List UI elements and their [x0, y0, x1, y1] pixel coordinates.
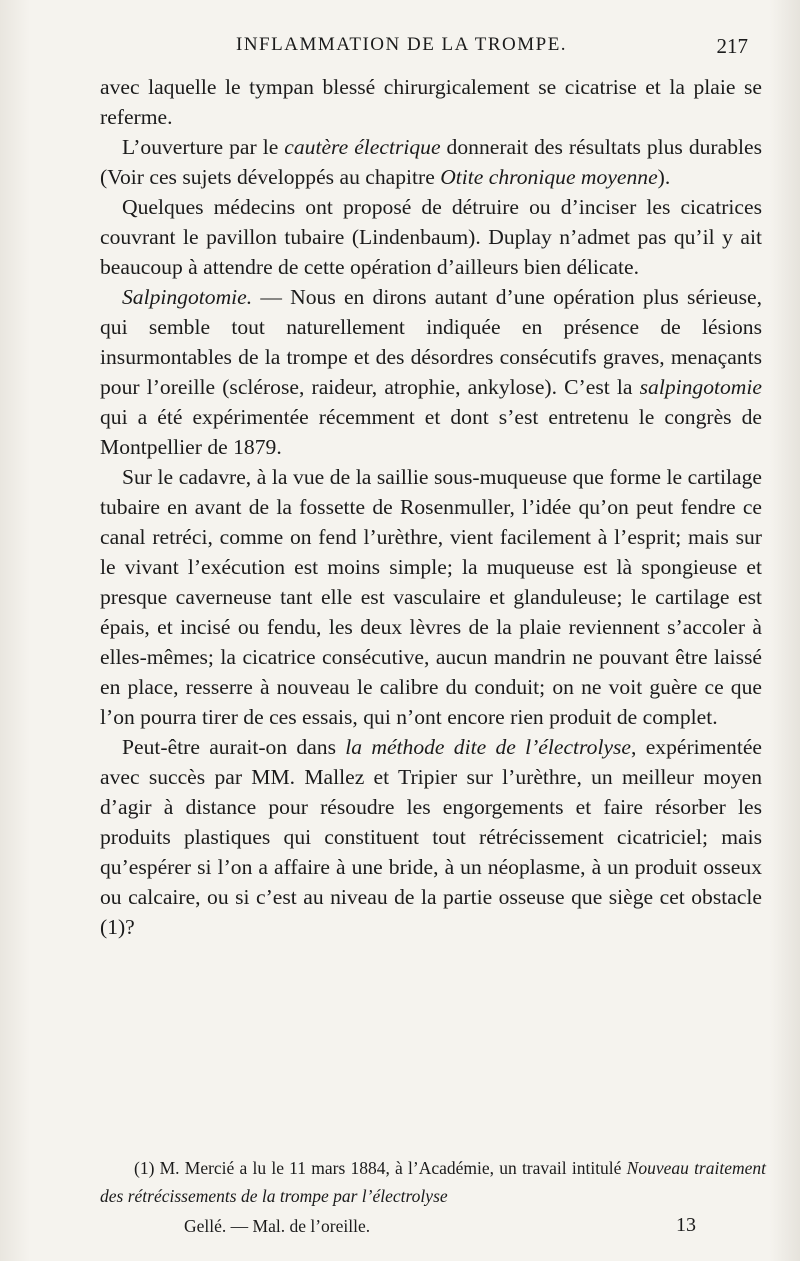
paragraph: avec laquelle le tympan blessé chirurgicalement se cicatrise et la plaie se referme.: [100, 75, 762, 129]
footnote-text: [100, 1154, 766, 1210]
italic-term: cautère électrique: [284, 135, 441, 159]
paragraph: [100, 732, 762, 942]
page-number: 217: [716, 34, 748, 58]
italic-term: salpingotomie: [639, 375, 762, 399]
italic-term: Otite chronique moyenne: [440, 165, 658, 189]
italic-term: Nouveau traitement des rétrécissements de la trompe par l’électrolyse: [100, 1158, 767, 1206]
signature-line: Gellé. — Mal. de l’oreille.: [184, 1216, 371, 1236]
paragraph: Sur le cadavre, à la vue de la saillie sous-muqueuse que forme le cartilage tubaire en avant de la fossette de Rosenmuller, l’idée qu’on peut fendre ce canal retréci, comme on fend l’urèthre, vient facilement à l’esprit; mais sur le vivant l’exécution est moins simple; la muqueuse est là spongieuse et presque caverneuse tant elle est vasculaire et glanduleuse; le cartilage est épais, et incisé ou fendu, les deux lèvres de la plaie reviennent s’accoler à elles-mêmes; la cicatrice consécutive, aucun mandrin ne pouvant être laissé en place, resserre à nouveau le calibre du conduit; on ne voit guère ce que l’on pourra tirer de ces essais, qui n’ont encore rien produit de complet.: [100, 465, 762, 729]
footnote: [100, 1154, 766, 1210]
running-head: [0, 34, 800, 64]
body-text: [100, 72, 762, 942]
text-run: L’ouverture par le: [122, 135, 285, 159]
text-run: donnerait des résultats plus durables (Voir ces sujets développés au chapitre: [100, 135, 762, 189]
text-run: — Nous en dirons autant d’une opération plus sérieuse, qui semble tout naturellement indiquée en présence de lésions insurmontables de la trompe et des désordres consécutifs graves, menaçants pour l’oreille (sclérose, raideur, atrophie, ankylose). C’est la: [100, 285, 762, 399]
text-run: Peut-être aurait-on dans: [122, 735, 346, 759]
signature-number: 13: [676, 1214, 696, 1236]
italic-term: la méthode dite de l’électrolyse: [345, 735, 632, 759]
text-run: (1) M. Mercié a lu le 11 mars 1884, à l’Académie, un travail intitulé: [134, 1158, 627, 1178]
paragraph: [100, 282, 762, 462]
paragraph: [100, 132, 762, 192]
running-title: INFLAMMATION DE LA TROMPE.: [236, 34, 568, 55]
paragraph: Quelques médecins ont proposé de détruire ou d’inciser les cicatrices couvrant le pavillon tubaire (Lindenbaum). Duplay n’admet pas qu’il y ait beaucoup à attendre de cette opération d’ailleurs bien délicate.: [100, 195, 762, 279]
text-run: , expérimentée avec succès par MM. Mallez et Tripier sur l’urèthre, un meilleur moyen d’agir à distance pour résoudre les engorgements et faire résorber les produits plastiques qui constituent tout rétrécissement cicatriciel; mais qu’espérer si l’on a affaire à une bride, à un néoplasme, à un produit osseux ou calcaire, ou si c’est au niveau de la partie osseuse que siège cet obstacle (1)?: [100, 735, 762, 939]
text-run: qui a été expérimentée récemment et dont s’est entretenu le congrès de Montpellier de 1879.: [100, 405, 762, 459]
section-heading: Salpingotomie.: [122, 285, 253, 309]
text-run: ).: [657, 165, 671, 189]
